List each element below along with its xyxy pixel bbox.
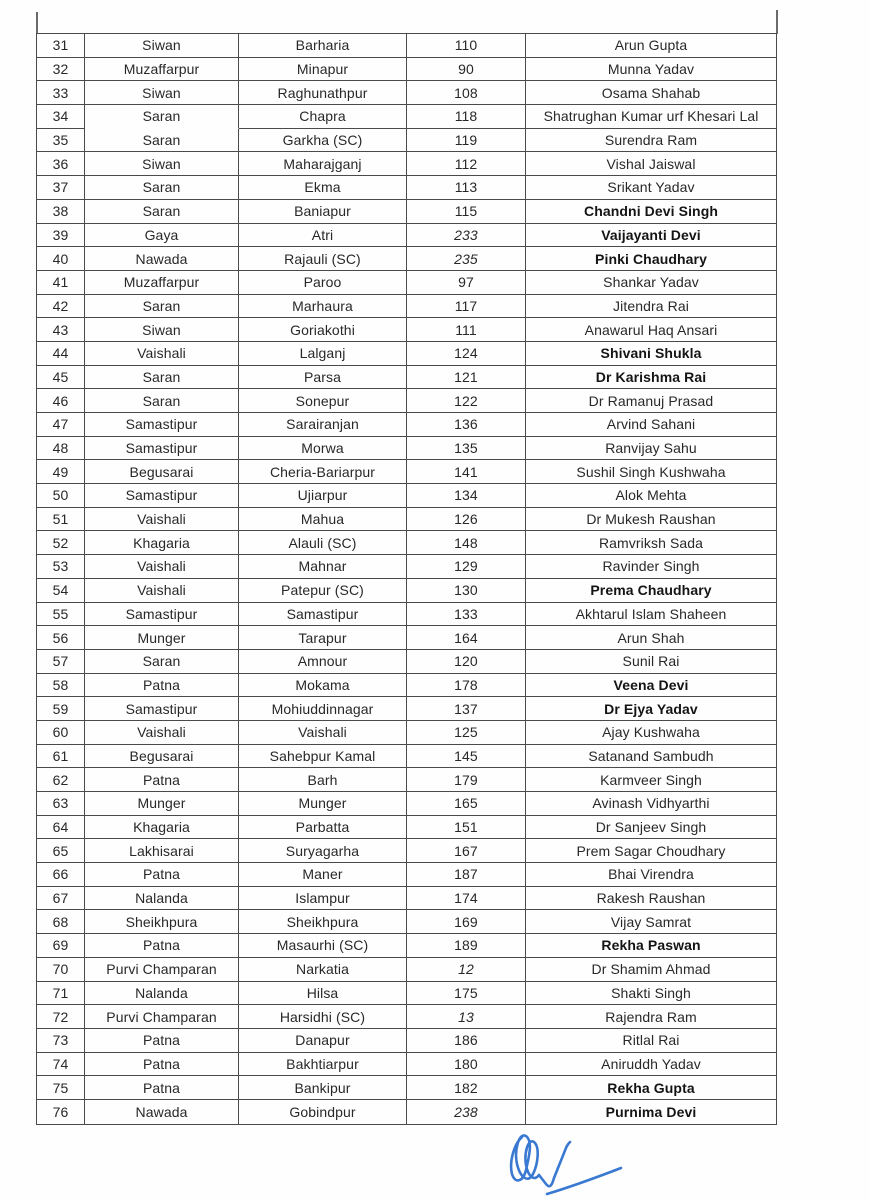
district-cell: Samastipur <box>85 413 239 437</box>
number-cell: 174 <box>407 887 526 911</box>
number-cell: 167 <box>407 839 526 863</box>
constituency-cell: Sahebpur Kamal <box>239 745 407 769</box>
table-row <box>37 958 776 982</box>
constituency-cell: Bankipur <box>239 1076 407 1100</box>
table-row <box>37 910 776 934</box>
page-edge-line-right <box>776 10 778 34</box>
candidate-cell: Karmveer Singh <box>526 768 776 792</box>
number-cell: 182 <box>407 1076 526 1100</box>
signature-scribble <box>495 1124 635 1200</box>
serial-cell: 35 <box>37 129 85 153</box>
constituency-cell: Raghunathpur <box>239 81 407 105</box>
page-edge-line-left <box>36 12 38 34</box>
candidate-cell: Arun Shah <box>526 626 776 650</box>
serial-cell: 55 <box>37 603 85 627</box>
constituency-cell: Morwa <box>239 437 407 461</box>
district-cell: Patna <box>85 674 239 698</box>
number-cell: 113 <box>407 176 526 200</box>
candidate-cell: Munna Yadav <box>526 58 776 82</box>
number-cell: 141 <box>407 460 526 484</box>
number-cell: 126 <box>407 508 526 532</box>
table-row <box>37 34 776 58</box>
constituency-cell: Maner <box>239 863 407 887</box>
table-row <box>37 839 776 863</box>
table-row <box>37 626 776 650</box>
number-cell: 164 <box>407 626 526 650</box>
serial-cell: 52 <box>37 531 85 555</box>
constituency-cell: Goriakothi <box>239 318 407 342</box>
candidate-cell: Aniruddh Yadav <box>526 1053 776 1077</box>
candidate-cell: Ravinder Singh <box>526 555 776 579</box>
constituency-cell: Barharia <box>239 34 407 58</box>
district-cell: Samastipur <box>85 484 239 508</box>
candidate-cell: Ranvijay Sahu <box>526 437 776 461</box>
district-cell: Muzaffarpur <box>85 58 239 82</box>
table-row <box>37 105 776 129</box>
table-row <box>37 674 776 698</box>
number-cell: 145 <box>407 745 526 769</box>
constituency-cell: Ujiarpur <box>239 484 407 508</box>
table-row <box>37 247 776 271</box>
candidate-cell: Rajendra Ram <box>526 1005 776 1029</box>
constituency-cell: Baniapur <box>239 200 407 224</box>
serial-cell: 62 <box>37 768 85 792</box>
table-row <box>37 318 776 342</box>
number-cell: 121 <box>407 366 526 390</box>
serial-cell: 31 <box>37 34 85 58</box>
constituency-cell: Islampur <box>239 887 407 911</box>
candidate-cell: Srikant Yadav <box>526 176 776 200</box>
district-cell: Begusarai <box>85 460 239 484</box>
district-cell: Munger <box>85 792 239 816</box>
serial-cell: 65 <box>37 839 85 863</box>
constituency-cell: Tarapur <box>239 626 407 650</box>
table-row <box>37 437 776 461</box>
constituency-cell: Lalganj <box>239 342 407 366</box>
serial-cell: 66 <box>37 863 85 887</box>
district-cell: Purvi Champaran <box>85 1005 239 1029</box>
constituency-cell: Chapra <box>239 105 407 129</box>
candidate-cell: Dr Sanjeev Singh <box>526 816 776 840</box>
district-cell: Vaishali <box>85 342 239 366</box>
candidate-cell: Shatrughan Kumar urf Khesari Lal <box>526 105 776 129</box>
constituency-cell: Harsidhi (SC) <box>239 1005 407 1029</box>
serial-cell: 72 <box>37 1005 85 1029</box>
table-row <box>37 200 776 224</box>
district-cell: Gaya <box>85 224 239 248</box>
number-cell: 130 <box>407 579 526 603</box>
district-cell: Muzaffarpur <box>85 271 239 295</box>
constituency-cell: Maharajganj <box>239 152 407 176</box>
serial-cell: 70 <box>37 958 85 982</box>
district-cell: Purvi Champaran <box>85 958 239 982</box>
constituency-cell: Paroo <box>239 271 407 295</box>
constituency-cell: Sheikhpura <box>239 910 407 934</box>
district-cell: Samastipur <box>85 437 239 461</box>
district-cell: Patna <box>85 768 239 792</box>
district-cell: Samastipur <box>85 697 239 721</box>
constituency-cell: Masaurhi (SC) <box>239 934 407 958</box>
table-row <box>37 295 776 319</box>
district-cell: Munger <box>85 626 239 650</box>
number-cell: 187 <box>407 863 526 887</box>
candidate-cell: Shivani Shukla <box>526 342 776 366</box>
serial-cell: 53 <box>37 555 85 579</box>
candidate-cell: Shakti Singh <box>526 982 776 1006</box>
constituency-cell: Ekma <box>239 176 407 200</box>
candidate-cell: Purnima Devi <box>605 1103 697 1120</box>
table-row <box>37 531 776 555</box>
candidate-cell: Akhtarul Islam Shaheen <box>526 603 776 627</box>
district-cell: Saran <box>85 389 239 413</box>
district-cell: Siwan <box>85 34 239 58</box>
number-cell: 175 <box>407 982 526 1006</box>
table-row <box>37 413 776 437</box>
table-row <box>37 366 776 390</box>
number-cell: 169 <box>407 910 526 934</box>
table-row <box>37 768 776 792</box>
candidate-cell: Chandni Devi Singh <box>526 200 776 224</box>
constituency-cell: Samastipur <box>239 603 407 627</box>
number-cell: 179 <box>407 768 526 792</box>
serial-cell: 58 <box>37 674 85 698</box>
constituency-cell: Parsa <box>239 366 407 390</box>
number-cell: 90 <box>407 58 526 82</box>
candidate-cell: Rekha Gupta <box>526 1076 776 1100</box>
candidate-cell: Sushil Singh Kushwaha <box>526 460 776 484</box>
serial-cell: 40 <box>37 247 85 271</box>
constituency-cell: Mahua <box>239 508 407 532</box>
candidate-cell: Surendra Ram <box>526 129 776 153</box>
table-row <box>37 603 776 627</box>
serial-cell: 37 <box>37 176 85 200</box>
table-row <box>37 389 776 413</box>
number-cell: 148 <box>407 531 526 555</box>
district-cell: Saran <box>85 200 239 224</box>
candidate-cell: Veena Devi <box>526 674 776 698</box>
table-row <box>37 863 776 887</box>
table-row <box>37 58 776 82</box>
candidate-cell: Dr Mukesh Raushan <box>526 508 776 532</box>
district-cell: Lakhisarai <box>85 839 239 863</box>
candidate-cell: Satanand Sambudh <box>526 745 776 769</box>
candidate-cell: Sunil Rai <box>526 650 776 674</box>
serial-cell: 69 <box>37 934 85 958</box>
number-cell: 186 <box>407 1029 526 1053</box>
serial-cell: 73 <box>37 1029 85 1053</box>
district-cell: Khagaria <box>85 531 239 555</box>
candidate-cell: Rekha Paswan <box>526 934 776 958</box>
table-row <box>37 1029 776 1053</box>
candidate-cell: Jitendra Rai <box>526 295 776 319</box>
serial-cell: 41 <box>37 271 85 295</box>
table-row <box>37 650 776 674</box>
constituency-cell: Bakhtiarpur <box>239 1053 407 1077</box>
number-cell: 235 <box>407 247 526 271</box>
table-row <box>37 129 776 153</box>
district-cell: Saran <box>85 650 239 674</box>
constituency-cell: Marhaura <box>239 295 407 319</box>
candidate-cell: Vishal Jaiswal <box>526 152 776 176</box>
number-cell: 108 <box>407 81 526 105</box>
table-row <box>37 1076 776 1100</box>
candidate-cell: Dr Karishma Rai <box>526 366 776 390</box>
serial-cell: 59 <box>37 697 85 721</box>
district-cell: Saran <box>85 176 239 200</box>
constituency-cell: Alauli (SC) <box>239 531 407 555</box>
district-cell: Sheikhpura <box>85 910 239 934</box>
serial-cell: 36 <box>37 152 85 176</box>
district-cell: Patna <box>85 934 239 958</box>
serial-cell: 57 <box>37 650 85 674</box>
serial-cell: 47 <box>37 413 85 437</box>
constituency-cell: Danapur <box>239 1029 407 1053</box>
district-cell: Nawada <box>85 1100 239 1124</box>
district-cell: Patna <box>85 1076 239 1100</box>
serial-cell: 49 <box>37 460 85 484</box>
table-row <box>37 224 776 248</box>
candidate-cell: Ramvriksh Sada <box>526 531 776 555</box>
number-cell: 133 <box>407 603 526 627</box>
table-row <box>37 745 776 769</box>
number-cell: 136 <box>407 413 526 437</box>
constituency-cell: Amnour <box>239 650 407 674</box>
serial-cell: 34 <box>37 105 85 129</box>
candidate-cell: Bhai Virendra <box>526 863 776 887</box>
number-cell: 97 <box>407 271 526 295</box>
serial-cell: 63 <box>37 792 85 816</box>
candidate-cell: Rakesh Raushan <box>526 887 776 911</box>
candidate-cell: Ajay Kushwaha <box>526 721 776 745</box>
table-row <box>37 792 776 816</box>
serial-cell: 64 <box>37 816 85 840</box>
constituency-cell: Atri <box>239 224 407 248</box>
number-cell: 111 <box>407 318 526 342</box>
number-cell: 137 <box>407 697 526 721</box>
serial-cell: 74 <box>37 1053 85 1077</box>
table-row <box>37 460 776 484</box>
district-cell: Siwan <box>85 318 239 342</box>
number-cell: 122 <box>407 389 526 413</box>
candidate-cell: Alok Mehta <box>526 484 776 508</box>
district-cell: Siwan <box>85 152 239 176</box>
number-cell: 117 <box>407 295 526 319</box>
serial-cell: 42 <box>37 295 85 319</box>
serial-cell: 56 <box>37 626 85 650</box>
candidate-cell: Dr Ejya Yadav <box>526 697 776 721</box>
district-cell: Vaishali <box>85 508 239 532</box>
table-row <box>37 816 776 840</box>
candidate-cell: Prem Sagar Choudhary <box>526 839 776 863</box>
serial-cell: 61 <box>37 745 85 769</box>
serial-cell: 76 <box>37 1100 85 1124</box>
number-cell: 118 <box>407 105 526 129</box>
district-cell: Khagaria <box>85 816 239 840</box>
number-cell: 112 <box>407 152 526 176</box>
district-cell: Samastipur <box>85 603 239 627</box>
constituency-cell: Cheria-Bariarpur <box>239 460 407 484</box>
serial-cell: 71 <box>37 982 85 1006</box>
serial-cell: 68 <box>37 910 85 934</box>
candidate-cell: Shankar Yadav <box>526 271 776 295</box>
candidate-cell: Vaijayanti Devi <box>526 224 776 248</box>
number-cell: 233 <box>407 224 526 248</box>
constituency-cell: Parbatta <box>239 816 407 840</box>
district-cell: Saran <box>85 366 239 390</box>
constituency-cell: Sarairanjan <box>239 413 407 437</box>
table-row <box>37 934 776 958</box>
serial-cell: 50 <box>37 484 85 508</box>
number-cell: 165 <box>407 792 526 816</box>
signature-check-stroke <box>539 1142 570 1186</box>
candidate-cell: Dr Ramanuj Prasad <box>526 389 776 413</box>
candidate-cell: Pinki Chaudhary <box>526 247 776 271</box>
constituency-cell: Narkatia <box>239 958 407 982</box>
serial-cell: 32 <box>37 58 85 82</box>
table-row <box>37 508 776 532</box>
table-row <box>37 342 776 366</box>
candidate-cell: Arun Gupta <box>526 34 776 58</box>
number-cell: 180 <box>407 1053 526 1077</box>
district-cell: Vaishali <box>85 555 239 579</box>
constituency-cell: Suryagarha <box>239 839 407 863</box>
number-cell: 129 <box>407 555 526 579</box>
district-cell: Saran <box>85 105 239 129</box>
number-cell: 110 <box>407 34 526 58</box>
serial-cell: 51 <box>37 508 85 532</box>
district-cell: Patna <box>85 863 239 887</box>
serial-cell: 48 <box>37 437 85 461</box>
serial-cell: 46 <box>37 389 85 413</box>
candidate-cell: Prema Chaudhary <box>526 579 776 603</box>
constituency-cell: Patepur (SC) <box>239 579 407 603</box>
number-cell: 124 <box>407 342 526 366</box>
district-cell: Saran <box>85 129 239 153</box>
district-cell: Vaishali <box>85 721 239 745</box>
number-cell: 189 <box>407 934 526 958</box>
signature-loop-stroke <box>511 1135 539 1180</box>
district-cell: Siwan <box>85 81 239 105</box>
serial-cell: 60 <box>37 721 85 745</box>
candidate-cell: Anawarul Haq Ansari <box>526 318 776 342</box>
constituency-cell: Gobindpur <box>239 1100 407 1124</box>
table-row <box>37 721 776 745</box>
district-cell: Saran <box>85 295 239 319</box>
constituency-cell: Garkha (SC) <box>239 129 407 153</box>
table-row <box>37 555 776 579</box>
candidate-cell: Dr Shamim Ahmad <box>526 958 776 982</box>
constituency-cell: Mahnar <box>239 555 407 579</box>
candidate-cell: Vijay Samrat <box>526 910 776 934</box>
table-row <box>37 81 776 105</box>
table-row <box>37 1100 776 1124</box>
constituency-cell: Mohiuddinnagar <box>239 697 407 721</box>
district-cell: Vaishali <box>85 579 239 603</box>
candidate-table <box>36 33 777 1125</box>
table-row <box>37 982 776 1006</box>
serial-cell: 67 <box>37 887 85 911</box>
serial-cell: 38 <box>37 200 85 224</box>
number-cell: 125 <box>407 721 526 745</box>
serial-cell: 43 <box>37 318 85 342</box>
number-cell: 238 <box>407 1100 526 1124</box>
candidate-cell: Osama Shahab <box>526 81 776 105</box>
table-row <box>37 271 776 295</box>
serial-cell: 45 <box>37 366 85 390</box>
district-cell: Nalanda <box>85 887 239 911</box>
table-row <box>37 579 776 603</box>
table-row <box>37 1053 776 1077</box>
serial-cell: 33 <box>37 81 85 105</box>
constituency-cell: Minapur <box>239 58 407 82</box>
serial-cell: 75 <box>37 1076 85 1100</box>
district-cell: Nalanda <box>85 982 239 1006</box>
number-cell: 115 <box>407 200 526 224</box>
constituency-cell: Rajauli (SC) <box>239 247 407 271</box>
number-cell: 119 <box>407 129 526 153</box>
constituency-cell: Hilsa <box>239 982 407 1006</box>
table-row <box>37 152 776 176</box>
number-cell: 135 <box>407 437 526 461</box>
table-row <box>37 697 776 721</box>
district-cell: Patna <box>85 1029 239 1053</box>
table-row <box>37 484 776 508</box>
signature-underline-stroke <box>547 1168 621 1194</box>
candidate-cell: Arvind Sahani <box>526 413 776 437</box>
district-cell: Nawada <box>85 247 239 271</box>
constituency-cell: Munger <box>239 792 407 816</box>
constituency-cell: Sonepur <box>239 389 407 413</box>
table-row <box>37 1005 776 1029</box>
serial-cell: 44 <box>37 342 85 366</box>
constituency-cell: Mokama <box>239 674 407 698</box>
table-row <box>37 887 776 911</box>
constituency-cell: Barh <box>239 768 407 792</box>
number-cell: 151 <box>407 816 526 840</box>
number-cell: 12 <box>407 958 526 982</box>
table-row <box>37 176 776 200</box>
candidate-cell: Avinash Vidhyarthi <box>526 792 776 816</box>
number-cell: 134 <box>407 484 526 508</box>
number-cell: 178 <box>407 674 526 698</box>
serial-cell: 39 <box>37 224 85 248</box>
constituency-cell: Vaishali <box>239 721 407 745</box>
district-cell: Patna <box>85 1053 239 1077</box>
number-cell: 120 <box>407 650 526 674</box>
candidate-cell: Ritlal Rai <box>526 1029 776 1053</box>
serial-cell: 54 <box>37 579 85 603</box>
district-cell: Begusarai <box>85 745 239 769</box>
number-cell: 13 <box>407 1005 526 1029</box>
